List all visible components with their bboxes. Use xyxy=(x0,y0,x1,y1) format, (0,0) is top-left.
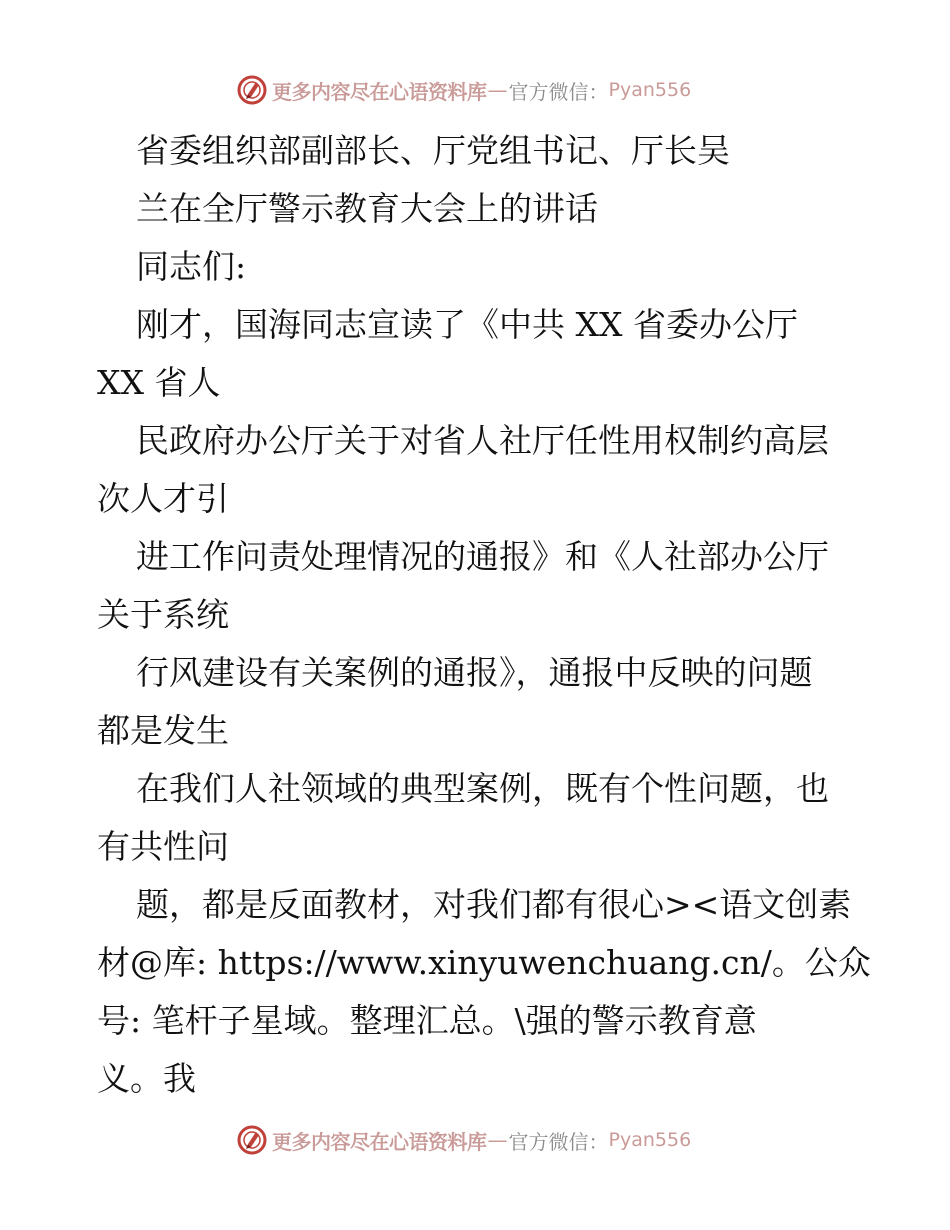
document-title-line-1: 省委组织部副部长、厅党组书记、厅长吴 xyxy=(136,131,730,170)
paragraph-line: 进工作问责处理情况的通报》和《人社部办公厅 xyxy=(136,537,829,576)
paragraph-line: 号: 笔杆子星域。整理汇总。\强的警示教育意 xyxy=(97,1001,757,1040)
salutation: 同志们: xyxy=(136,247,247,286)
paragraph-line: XX 省人 xyxy=(97,363,221,402)
wechat-label: 官方微信： xyxy=(508,1129,609,1154)
paragraph-line: 关于系统 xyxy=(97,595,229,634)
wechat-id: Pyan556 xyxy=(608,1129,692,1151)
footer-watermark-banner xyxy=(236,1122,716,1158)
paragraph-line: 次人才引 xyxy=(97,479,229,518)
paragraph-line: 刚才，国海同志宣读了《中共 XX 省委办公厅 xyxy=(136,305,798,344)
header-watermark-banner xyxy=(236,72,716,108)
watermark-dash: — xyxy=(487,1128,508,1152)
pen-nib-logo-icon xyxy=(236,74,268,106)
paragraph-line: 都是发生 xyxy=(97,711,229,750)
paragraph-line: 在我们人社领域的典型案例，既有个性问题，也 xyxy=(136,769,829,808)
wechat-id: Pyan556 xyxy=(608,79,692,101)
paragraph-line: 题，都是反面教材，对我们都有很心><语文创素 xyxy=(136,885,852,924)
watermark-text: 更多内容尽在心语资料库 xyxy=(272,79,487,104)
wechat-label: 官方微信： xyxy=(508,79,609,104)
watermark-text: 更多内容尽在心语资料库 xyxy=(272,1129,487,1154)
paragraph-line: 民政府办公厅关于对省人社厅任性用权制约高层 xyxy=(136,421,829,460)
pen-nib-logo-icon xyxy=(236,1124,268,1156)
document-body xyxy=(97,122,871,1108)
paragraph-line: 有共性问 xyxy=(97,827,229,866)
document-title-line-2: 兰在全厅警示教育大会上的讲话 xyxy=(136,189,598,228)
paragraph-line: 义。我 xyxy=(97,1059,196,1098)
paragraph-line: 行风建设有关案例的通报》，通报中反映的问题 xyxy=(136,653,813,692)
watermark-dash: — xyxy=(487,78,508,102)
paragraph-line: 材@库: https://www.xinyuwenchuang.cn/。公众 xyxy=(97,943,871,982)
